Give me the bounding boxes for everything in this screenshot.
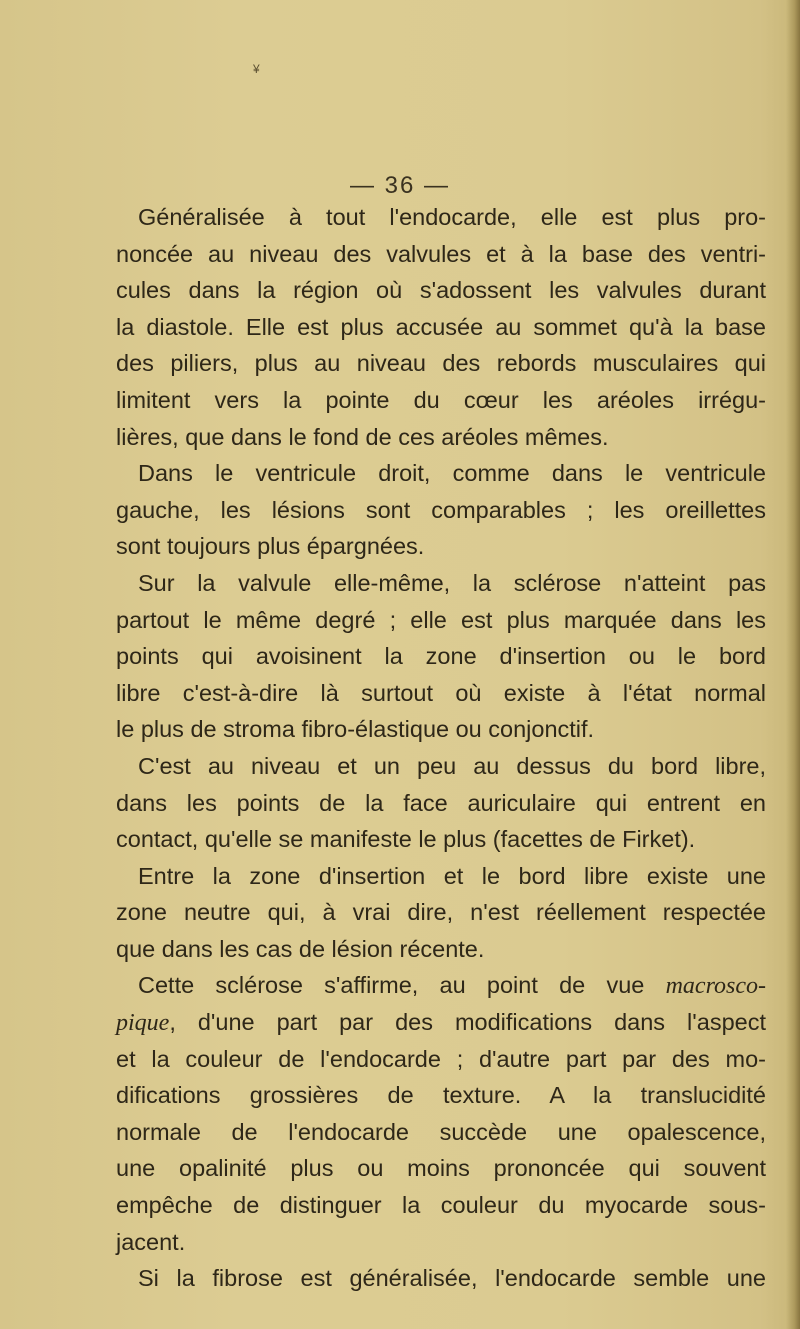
text-line: la diastole. Elle est plus accusée au sommet qu'à la base (116, 313, 766, 340)
text-line: cules dans la région où s'adossent les valvules durant (116, 277, 766, 304)
text-line (116, 967, 766, 1004)
text-line: C'est au niveau et un peu au dessus du bord libre, (138, 752, 766, 779)
text-line: empêche de distinguer la couleur du myocarde sous- (116, 1192, 766, 1219)
text-line: des piliers, plus au niveau des rebords musculaires qui (116, 350, 766, 377)
text-line: limitent vers la pointe du cœur les aréoles irrégu- (116, 386, 766, 413)
text-line: sont toujours plus épargnées. (116, 533, 425, 560)
text-line: Si la fibrose est généralisée, l'endocarde semble une (138, 1265, 766, 1292)
italic-word: pique (116, 1010, 170, 1037)
text-line: normale de l'endocarde succède une opalescence, (116, 1118, 766, 1145)
text-line: une opalinité plus ou moins prononcée qui souvent (116, 1155, 766, 1182)
text-line: que dans les cas de lésion récente. (116, 935, 485, 962)
stray-ink-mark: ¥ (253, 62, 260, 76)
text-run: , d'une part par des modifications dans l'aspect (169, 1009, 766, 1036)
text-line: gauche, les lésions sont comparables ; les oreillettes (116, 496, 766, 523)
text-line (116, 1004, 766, 1041)
text-line: Généralisée à tout l'endocarde, elle est plus pro- (138, 204, 766, 230)
text-line: noncée au niveau des valvules et à la base des ventri- (116, 240, 766, 267)
text-line: Entre la zone d'insertion et le bord libre existe une (138, 862, 766, 889)
text-line: jacent. (116, 1228, 186, 1255)
text-run: Cette sclérose s'affirme, au point de vue (138, 972, 645, 999)
text-line: Dans le ventricule droit, comme dans le ventricule (138, 460, 766, 487)
page-number: — 36 — (349, 172, 451, 199)
text-line: contact, qu'elle se manifeste le plus (facettes de Firket). (116, 826, 696, 853)
text-line: le plus de stroma fibro-élastique ou conjonctif. (116, 716, 595, 743)
text-line: Sur la valvule elle-même, la sclérose n'atteint pas (138, 569, 766, 596)
text-line: difications grossières de texture. A la translucidité (116, 1082, 766, 1109)
text-line: libre c'est-à-dire là surtout où existe à l'état normal (116, 679, 766, 706)
italic-word: macrosco- (665, 973, 766, 1000)
text-line: et la couleur de l'endocarde ; d'autre part par des mo- (116, 1045, 766, 1072)
body-text (116, 199, 766, 1297)
text-line: zone neutre qui, à vrai dire, n'est réellement respectée (116, 899, 766, 926)
text-line: lières, que dans le fond de ces aréoles mêmes. (116, 423, 609, 450)
text-line: dans les points de la face auriculaire qui entrent en (116, 789, 766, 816)
text-line: points qui avoisinent la zone d'insertion ou le bord (116, 643, 766, 670)
text-line: partout le même degré ; elle est plus marquée dans les (116, 606, 766, 633)
